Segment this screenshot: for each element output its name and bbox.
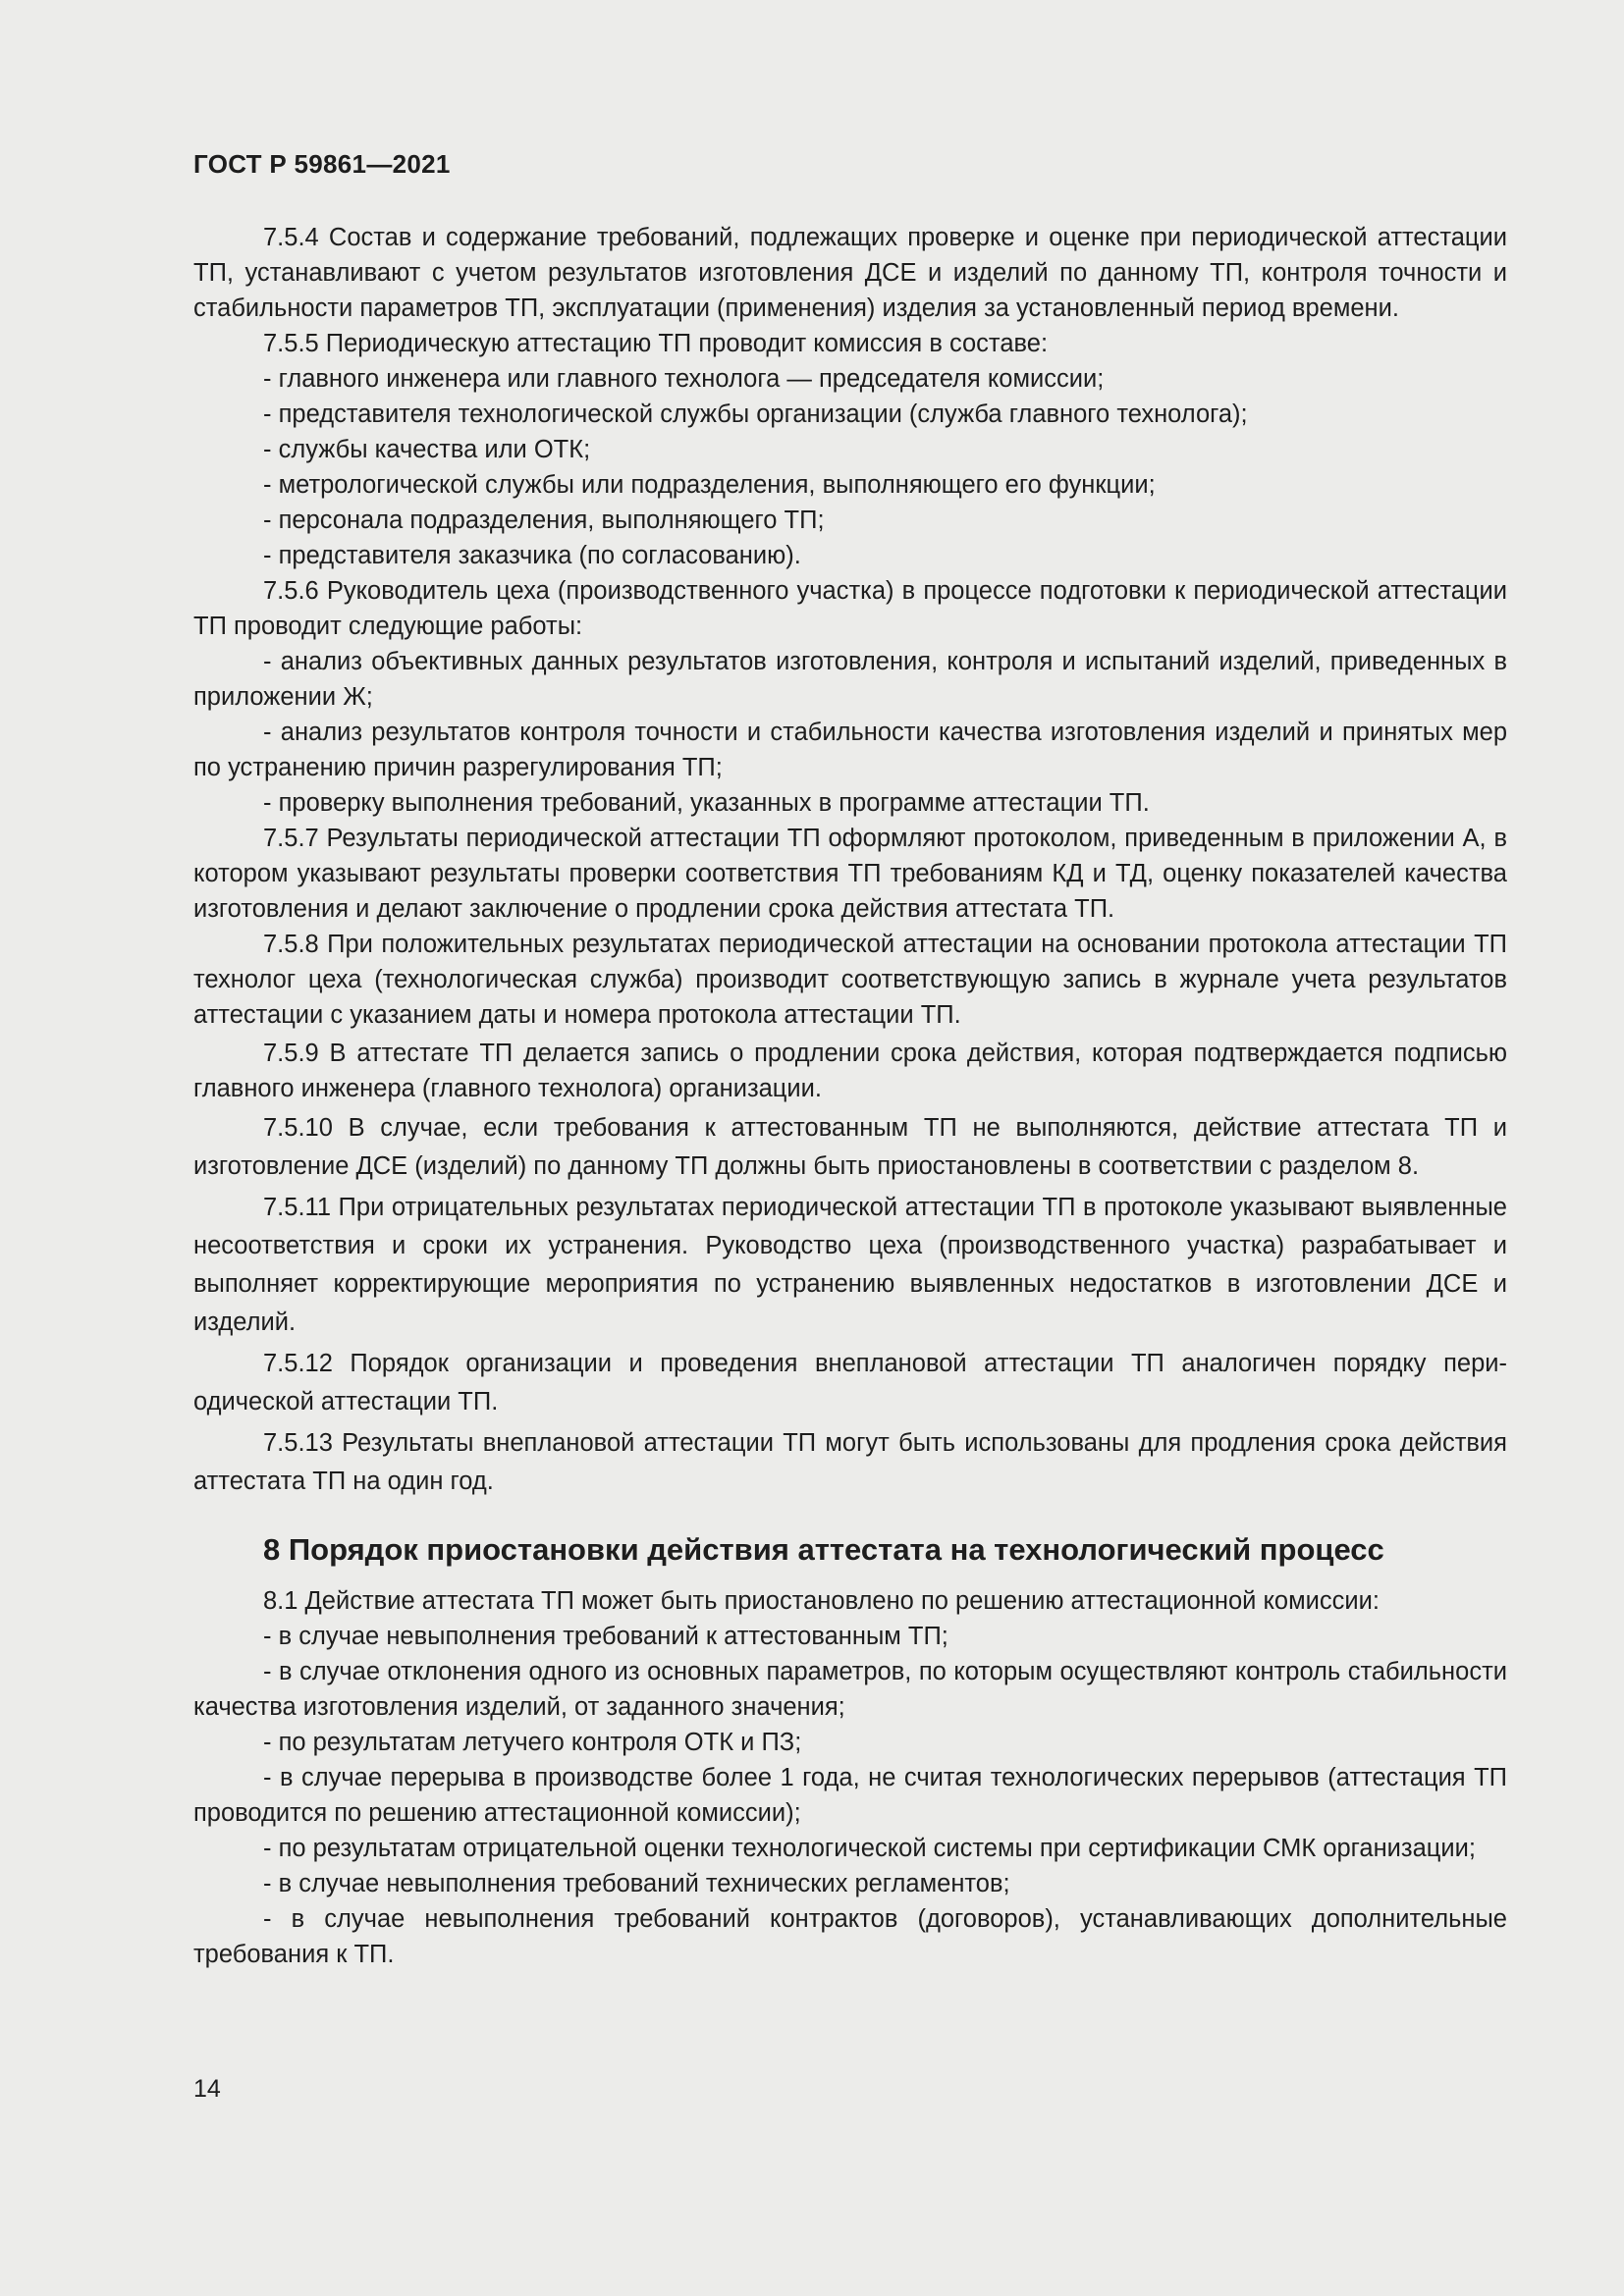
paragraph-7-5-12: 7.5.12 Порядок организации и проведения внеплановой аттестации ТП аналогичен порядку периодической аттестации ТП. bbox=[193, 1350, 1507, 1415]
list-item: - метрологической службы или подразделения, выполняющего его функции; bbox=[263, 471, 1156, 499]
paragraph-7-5-8: 7.5.8 При положительных результатах периодической аттестации на основании протокола аттестации ТП технолог цеха (технологическая служба) производит соответствующую запись в журнале учета результатов аттестации с указанием даты и номера протокола аттестации ТП. bbox=[193, 931, 1507, 1029]
paragraph-7-5-4: 7.5.4 Состав и содержание требований, подлежащих проверке и оценке при периодической аттестации ТП, устанавливают с учетом результатов изготовления ДСЕ и изделий по данному ТП, контроля точности и стабильности параметров ТП, эксплуатации (применения) изделия за установленный период времени. bbox=[193, 224, 1507, 322]
paragraph-7-5-7: 7.5.7 Результаты периодической аттестации ТП оформляют протоколом, приведенным в приложении А, в котором указывают результаты проверки соответствия ТП требованиям КД и ТД, оценку показателей качества изготовления и делают заключение о продлении срока действия аттестата ТП. bbox=[193, 825, 1507, 923]
list-item: - проверку выполнения требований, указанных в программе аттестации ТП. bbox=[263, 789, 1150, 817]
paragraph-8-1: 8.1 Действие аттестата ТП может быть приостановлено по решению аттестационной комиссии: bbox=[263, 1587, 1380, 1615]
list-item: - персонала подразделения, выполняющего ТП; bbox=[263, 507, 825, 534]
paragraph-7-5-6: 7.5.6 Руководитель цеха (производственного участка) в процессе подготовки к периодической аттестации ТП проводит следующие работы: bbox=[193, 577, 1507, 640]
list-item: - в случае отклонения одного из основных параметров, по которым осуществляют контроль стабильности качества изготовления изделий, от заданного значения; bbox=[193, 1658, 1507, 1721]
list-item: - в случае невыполнения требований технических регламентов; bbox=[263, 1870, 1010, 1897]
list-item: - в случае невыполнения требований контрактов (договоров), устанавливающих дополнительные требования к ТП. bbox=[193, 1905, 1507, 1968]
paragraph-7-5-9: 7.5.9 В аттестате ТП делается запись о продлении срока действия, которая подтверждается подписью главного инженера (главного технолога) организации. bbox=[193, 1040, 1507, 1102]
list-item: - анализ объективных данных результатов изготовления, контроля и испытаний изделий, приведенных в приложении Ж; bbox=[193, 648, 1507, 711]
list-item: - анализ результатов контроля точности и стабильности качества изготовления изделий и принятых мер по устранению причин разрегулирования ТП; bbox=[193, 719, 1507, 781]
page-number: 14 bbox=[193, 2075, 221, 2103]
list-item: - в случае невыполнения требований к аттестованным ТП; bbox=[263, 1623, 948, 1650]
list-item: - представителя заказчика (по согласованию). bbox=[263, 542, 801, 569]
paragraph-7-5-10: 7.5.10 В случае, если требования к аттестованным ТП не выполняются, действие аттестата ТП и изготовление ДСЕ (изделий) по данному ТП должны быть приостановлены в соответствии с разделом 8. bbox=[193, 1114, 1507, 1180]
list-item: - по результатам летучего контроля ОТК и ПЗ; bbox=[263, 1729, 802, 1756]
list-item: - по результатам отрицательной оценки технологической системы при сертификации СМК организации; bbox=[263, 1835, 1476, 1862]
paragraph-7-5-13: 7.5.13 Результаты внеплановой аттестации ТП могут быть использованы для продления срока действия аттестата ТП на один год. bbox=[193, 1429, 1507, 1495]
paragraph-7-5-11: 7.5.11 При отрицательных результатах периодической аттестации ТП в протоколе указывают выявленные несоответствия и сроки их устранения. Руководство цеха (производственного участка) разрабатывает и выполняет корректирующие мероприятия по устранению выявленных недостатков в изготовлении ДСЕ и изделий. bbox=[193, 1194, 1507, 1336]
list-item: - в случае перерыва в производстве более 1 года, не считая технологических перерывов (аттестация ТП проводится по решению аттестационной комиссии); bbox=[193, 1764, 1507, 1827]
document-body bbox=[193, 220, 1507, 1972]
section-8-title: 8 Порядок приостановки действия аттестата на технологический процесс bbox=[263, 1532, 1384, 1567]
list-item: - службы качества или ОТК; bbox=[263, 436, 591, 463]
document-header: ГОСТ Р 59861—2021 bbox=[193, 149, 451, 179]
list-item: - представителя технологической службы организации (служба главного технолога); bbox=[263, 400, 1248, 428]
paragraph-7-5-5: 7.5.5 Периодическую аттестацию ТП проводит комиссия в составе: bbox=[263, 330, 1049, 357]
list-item: - главного инженера или главного технолога — председателя комиссии; bbox=[263, 365, 1105, 393]
